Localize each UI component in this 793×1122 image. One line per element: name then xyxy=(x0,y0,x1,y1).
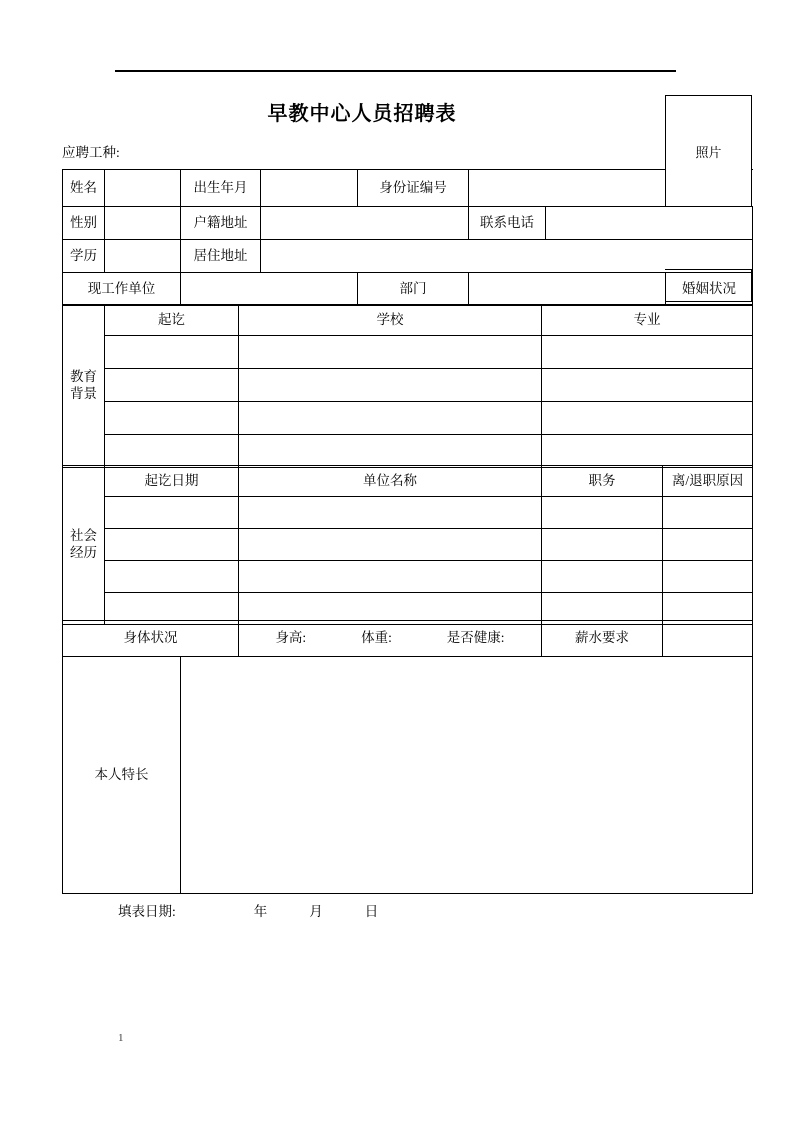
education-row-major[interactable] xyxy=(542,369,753,402)
page-title: 早教中心人员招聘表 xyxy=(267,103,457,125)
education-row-major[interactable] xyxy=(542,402,753,435)
social-row-position[interactable] xyxy=(542,561,663,593)
education-background-section-label xyxy=(63,305,105,468)
personal-skills-label-cell: 本人特长 xyxy=(63,657,181,894)
table-row xyxy=(63,561,753,593)
social-row-employer[interactable] xyxy=(239,497,542,529)
name-value-cell[interactable] xyxy=(105,170,181,207)
education-row-school[interactable] xyxy=(239,369,542,402)
physical-condition-table xyxy=(62,620,753,657)
current-employer-label-cell: 现工作单位 xyxy=(63,273,181,306)
personal-skills-table xyxy=(62,656,753,894)
education-row-period[interactable] xyxy=(105,402,239,435)
weight-label: 体重: xyxy=(361,630,392,646)
household-address-value-cell[interactable] xyxy=(261,207,469,240)
social-row-reason[interactable] xyxy=(663,529,753,561)
residence-address-value-cell[interactable] xyxy=(261,240,753,273)
social-row-reason[interactable] xyxy=(663,561,753,593)
table-row xyxy=(63,170,753,207)
marital-status-value-cell[interactable] xyxy=(665,269,752,302)
education-level-label-cell: 学历 xyxy=(63,240,105,273)
birth-label-cell: 出生年月 xyxy=(181,170,261,207)
photo-label: 照片 xyxy=(695,144,722,160)
table-header-row xyxy=(63,305,753,336)
social-row-period[interactable] xyxy=(105,561,239,593)
marital-status-label-cell: 婚姻状况 xyxy=(666,273,753,306)
table-row xyxy=(63,402,753,435)
header-rule xyxy=(115,70,676,72)
height-label: 身高: xyxy=(275,630,307,646)
health-label: 是否健康: xyxy=(446,630,505,646)
department-value-cell[interactable] xyxy=(469,273,666,306)
table-row xyxy=(63,273,753,306)
household-address-label-cell: 户籍地址 xyxy=(181,207,261,240)
table-header-row xyxy=(63,466,753,497)
gender-label-cell: 性别 xyxy=(63,207,105,240)
fill-date-label: 填表日期: xyxy=(118,904,176,919)
residence-address-label-cell: 居住地址 xyxy=(181,240,261,273)
gender-value-cell[interactable] xyxy=(105,207,181,240)
department-label-cell: 部门 xyxy=(358,273,469,306)
social-row-position[interactable] xyxy=(542,529,663,561)
education-row-period[interactable] xyxy=(105,435,239,468)
social-column-employer: 单位名称 xyxy=(239,466,542,497)
page-number: 1 xyxy=(118,1032,124,1044)
applied-position-label: 应聘工种: xyxy=(62,145,120,160)
personal-skills-value-cell[interactable] xyxy=(181,657,753,894)
social-experience-table xyxy=(62,465,753,625)
social-column-period: 起讫日期 xyxy=(105,466,239,497)
table-row xyxy=(63,240,753,273)
table-row xyxy=(63,207,753,240)
current-employer-value-cell[interactable] xyxy=(181,273,358,306)
education-column-school: 学校 xyxy=(239,305,542,336)
education-level-value-cell[interactable] xyxy=(105,240,181,273)
table-row xyxy=(63,529,753,561)
social-column-reason: 离/退职原因 xyxy=(663,466,753,497)
social-column-position: 职务 xyxy=(542,466,663,497)
education-row-major[interactable] xyxy=(542,435,753,468)
education-row-period[interactable] xyxy=(105,336,239,369)
education-background-table xyxy=(62,304,753,468)
day-label: 日 xyxy=(364,904,379,919)
education-row-major[interactable] xyxy=(542,336,753,369)
education-background-label-line2: 背景 xyxy=(70,386,97,401)
social-row-employer[interactable] xyxy=(239,529,542,561)
social-experience-label-line2: 经历 xyxy=(70,545,97,560)
education-row-school[interactable] xyxy=(239,402,542,435)
year-label: 年 xyxy=(253,904,268,919)
education-background-label-line1: 教育 xyxy=(70,369,97,385)
education-row-school[interactable] xyxy=(239,435,542,468)
table-row xyxy=(63,657,753,894)
photo-placeholder-box[interactable] xyxy=(665,95,752,207)
fill-date-line xyxy=(118,902,378,922)
education-column-period: 起讫 xyxy=(105,305,239,336)
education-column-major: 专业 xyxy=(542,305,753,336)
phone-value-cell[interactable] xyxy=(546,207,753,240)
physical-condition-label-cell: 身体状况 xyxy=(63,621,239,657)
table-row xyxy=(63,621,753,657)
identity-table xyxy=(62,169,753,306)
education-row-period[interactable] xyxy=(105,369,239,402)
social-experience-section-label xyxy=(63,466,105,625)
name-label-cell: 姓名 xyxy=(63,170,105,207)
social-row-reason[interactable] xyxy=(663,497,753,529)
birth-value-cell[interactable] xyxy=(261,170,358,207)
table-row xyxy=(63,336,753,369)
social-row-period[interactable] xyxy=(105,529,239,561)
salary-requirement-label-cell: 薪水要求 xyxy=(542,621,663,657)
salary-requirement-value-cell[interactable] xyxy=(663,621,753,657)
social-row-employer[interactable] xyxy=(239,561,542,593)
table-row xyxy=(63,435,753,468)
social-row-position[interactable] xyxy=(542,497,663,529)
social-row-period[interactable] xyxy=(105,497,239,529)
phone-label-cell: 联系电话 xyxy=(469,207,546,240)
id-number-label-cell: 身份证编号 xyxy=(358,170,469,207)
social-experience-label-line1: 社会 xyxy=(70,528,97,544)
month-label: 月 xyxy=(309,904,323,919)
education-row-school[interactable] xyxy=(239,336,542,369)
physical-measurements-cell xyxy=(239,621,542,657)
table-row xyxy=(63,369,753,402)
table-row xyxy=(63,497,753,529)
